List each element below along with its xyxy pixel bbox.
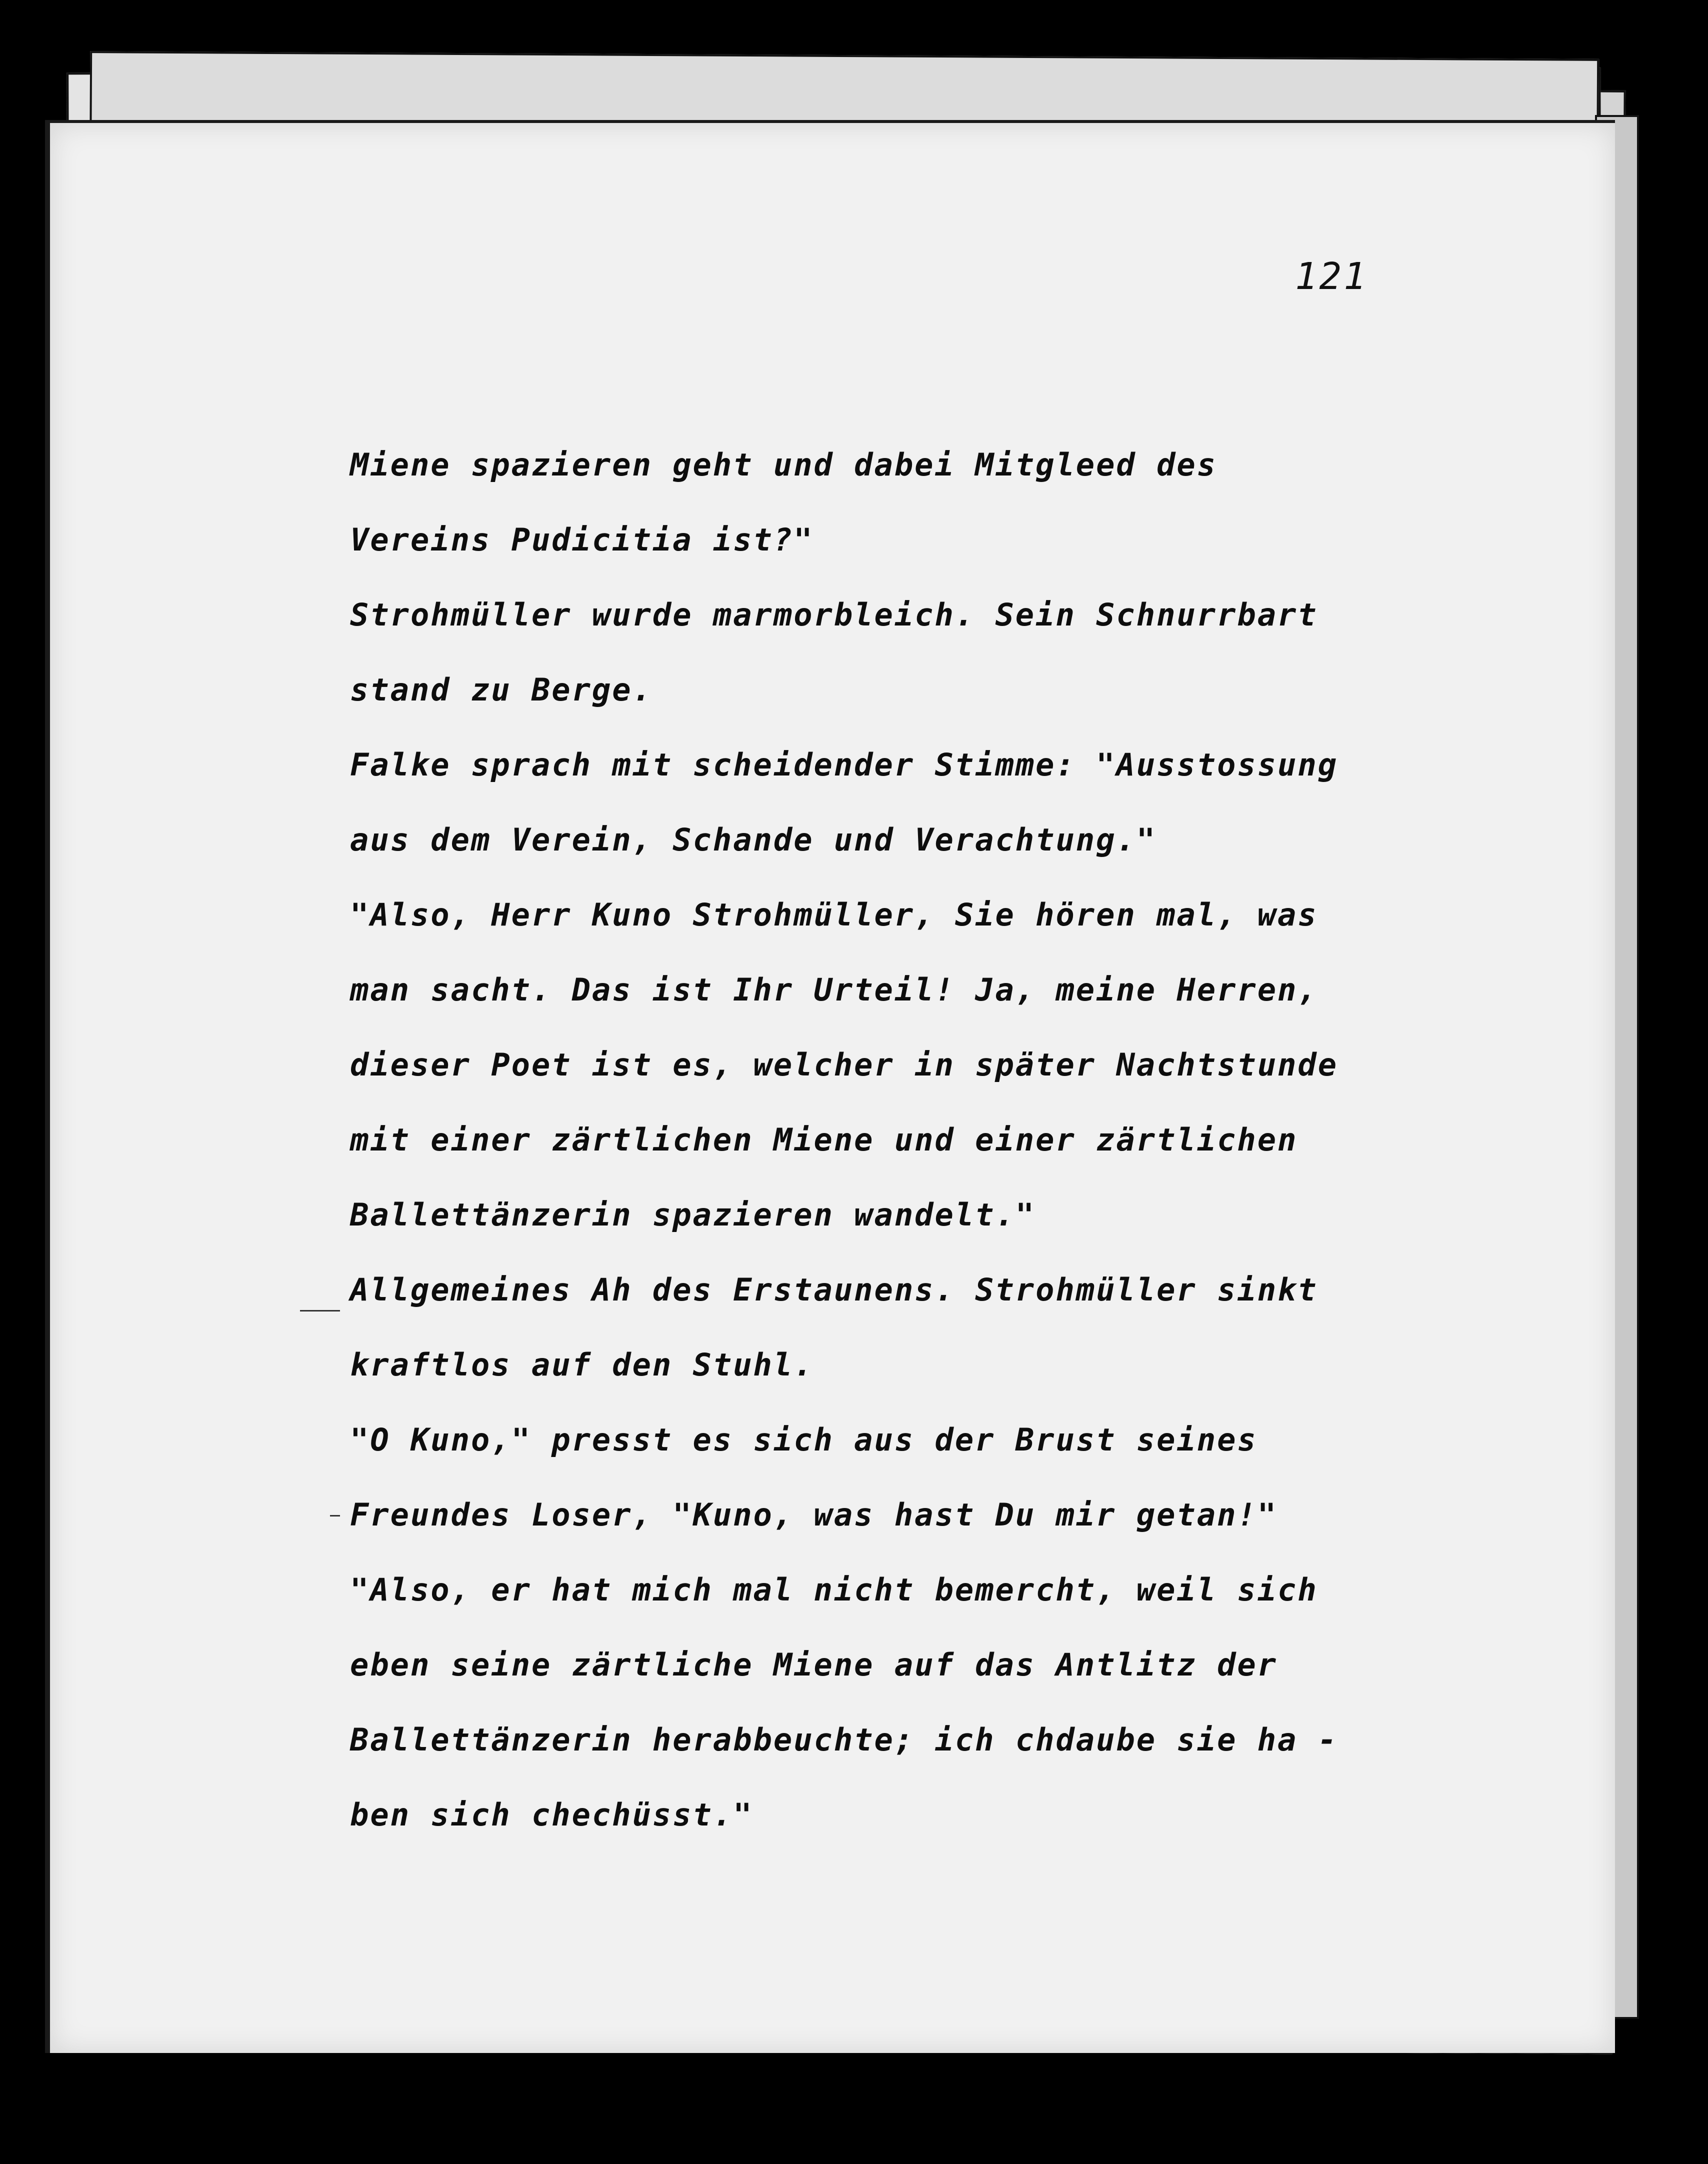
text-line: Allgemeines Ah des Erstaunens. Strohmüller sinkt xyxy=(350,1272,1318,1308)
text-line: "Also, Herr Kuno Strohmüller, Sie hören mal, was xyxy=(350,896,1318,933)
text-line: "Also, er hat mich mal nicht bemercht, weil sich xyxy=(350,1572,1318,1608)
text-line: Ballettänzerin herabbeuchte; ich chdaube sie ha - xyxy=(350,1722,1338,1758)
text-line: Ballettänzerin spazieren wandelt." xyxy=(350,1196,1036,1233)
text-line: "O Kuno," presst es sich aus der Brust seines xyxy=(350,1422,1258,1458)
page-number: 121 xyxy=(1295,255,1368,298)
text-line: mit einer zärtlichen Miene und einer zärtlichen xyxy=(350,1122,1298,1158)
text-line: Freundes Loser, "Kuno, was hast Du mir getan!" xyxy=(350,1496,1278,1533)
text-line: eben seine zärtliche Miene auf das Antlitz der xyxy=(350,1646,1278,1683)
text-line: man sacht. Das ist Ihr Urteil! Ja, meine Herren, xyxy=(350,972,1318,1008)
text-line: ben sich chechüsst." xyxy=(350,1796,754,1833)
margin-mark xyxy=(300,1310,340,1312)
margin-mark xyxy=(330,1515,340,1516)
text-line: kraftlos auf den Stuhl. xyxy=(350,1346,814,1383)
text-line: Falke sprach mit scheidender Stimme: "Ausstossung xyxy=(350,746,1338,783)
body-text xyxy=(350,428,1540,1852)
text-line: aus dem Verein, Schande und Verachtung." xyxy=(350,822,1157,858)
text-line: Vereins Pudicitia ist?" xyxy=(350,522,814,558)
text-line: dieser Poet ist es, welcher in später Nachtstunde xyxy=(350,1046,1338,1083)
text-line: Strohmüller wurde marmorbleich. Sein Schnurrbart xyxy=(350,596,1318,633)
text-line: Miene spazieren geht und dabei Mitgleed des xyxy=(350,446,1218,483)
text-line: stand zu Berge. xyxy=(350,672,652,708)
